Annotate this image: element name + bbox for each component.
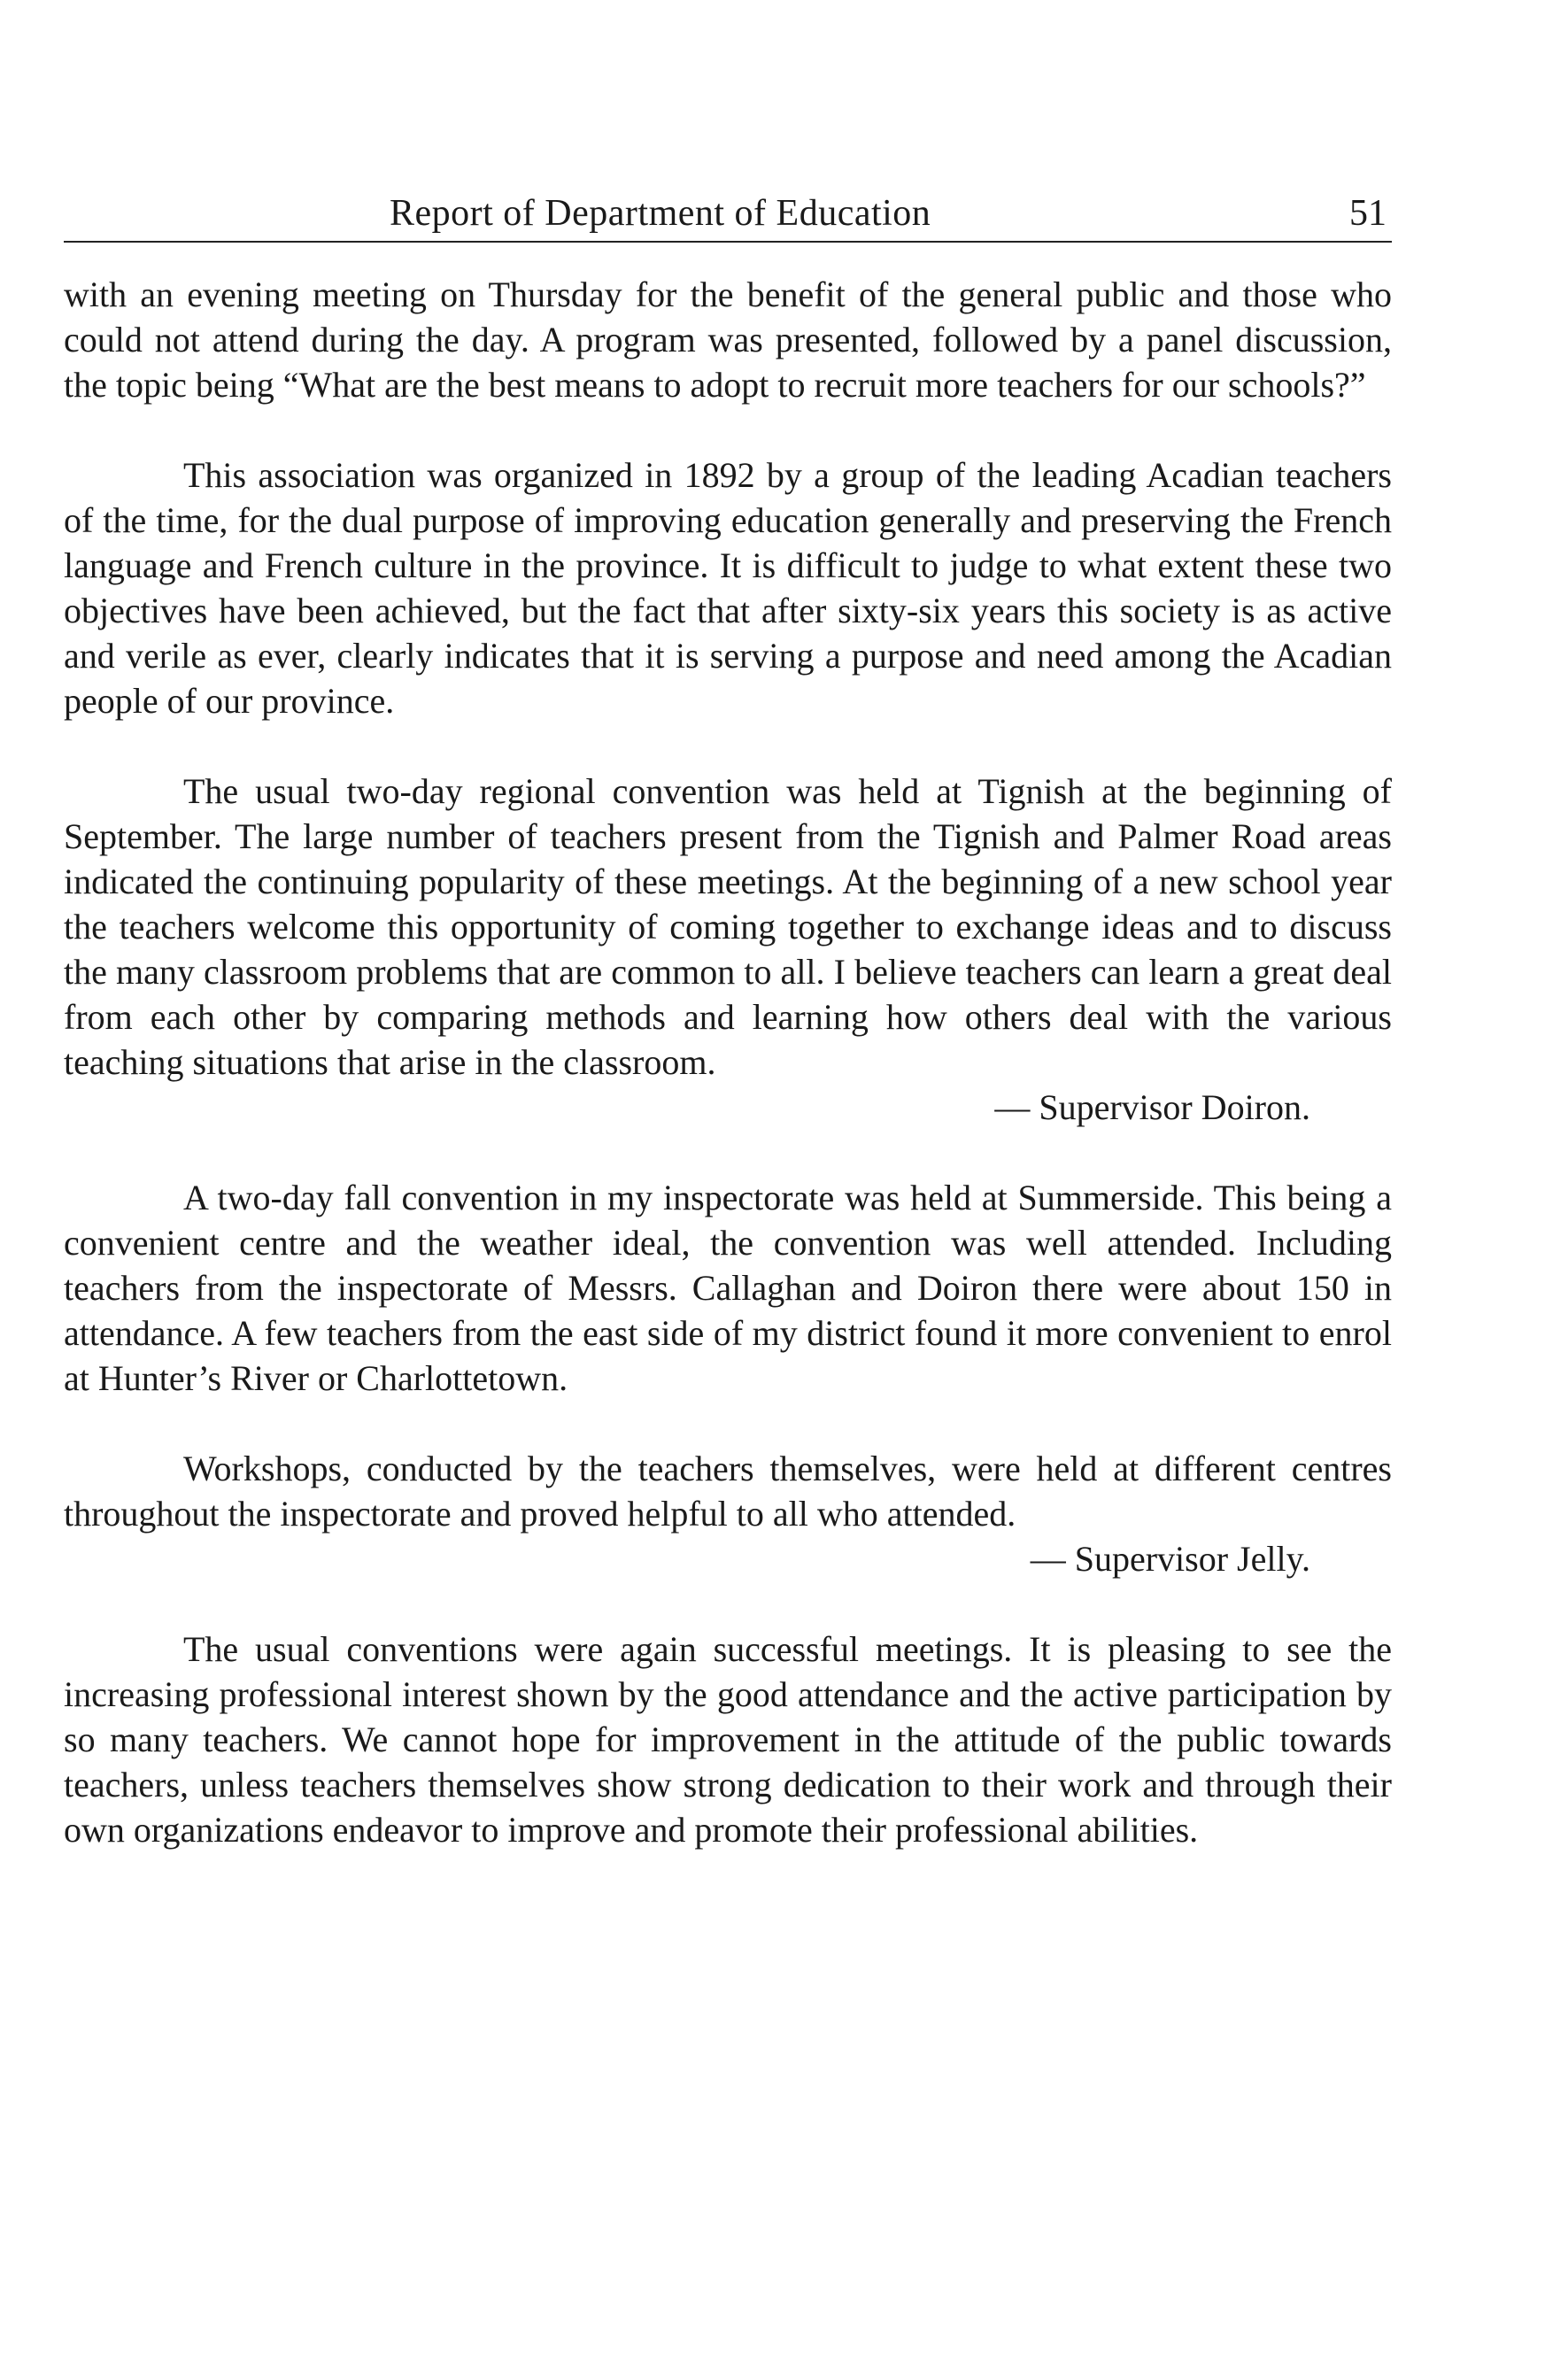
paragraph-1: with an evening meeting on Thursday for the benefit of the general public and those who could not attend during the day. A program was presented, followed by a panel discussion, the topic being “What are the best means to adopt to recruit more teachers for our schools?” [64, 274, 1392, 405]
body-text [64, 272, 1392, 1852]
paragraph-6: The usual conventions were again successful meetings. It is pleasing to see the increasing professional interest shown by the good attendance and the active participation by so many teachers. We cannot hope for improvement in the attitude of the public towards teachers, unless teachers themselves show strong dedication to their work and through their own organizations endeavor to improve and promote their professional abilities. [64, 1629, 1392, 1850]
paragraph-5: Workshops, conducted by the teachers themselves, were held at different centres throughout the inspectorate and proved helpful to all who attended. [64, 1449, 1392, 1534]
paragraph-3: The usual two-day regional convention was held at Tignish at the beginning of September. The large number of teachers present from the Tignish and Palmer Road areas indicated the continuing popularity of these meetings. At the beginning of a new school year the teachers welcome this opportunity of coming together to exchange ideas and to discuss the many classroom problems that are common to all. I believe teachers can learn a great deal from each other by comparing methods and learning how others deal with the various teaching situations that arise in the classroom. [64, 771, 1392, 1082]
header-title: Report of Department of Education [390, 193, 931, 234]
signature-doiron: — Supervisor Doiron. [994, 1087, 1310, 1127]
signature-jelly: — Supervisor Jelly. [1030, 1539, 1310, 1579]
page-number: 51 [1349, 193, 1387, 234]
paragraph-2: This association was organized in 1892 by a group of the leading Acadian teachers of the time, for the dual purpose of improving education generally and preserving the French language and French culture in the province. It is difficult to judge to what extent these two objectives have been achieved, but the fact that after sixty-six years this society is as active and verile as ever, clearly indicates that it is serving a purpose and need among the Acadian people of our province. [64, 455, 1392, 721]
page-header [64, 188, 1392, 243]
paragraph-4: A two-day fall convention in my inspectorate was held at Summerside. This being a convenient centre and the weather ideal, the convention was well attended. Including teachers from the inspectorate of Messrs. Callaghan and Doiron there were about 150 in attendance. A few teachers from the east side of my district found it more convenient to enrol at Hunter’s River or Charlottetown. [64, 1178, 1392, 1398]
